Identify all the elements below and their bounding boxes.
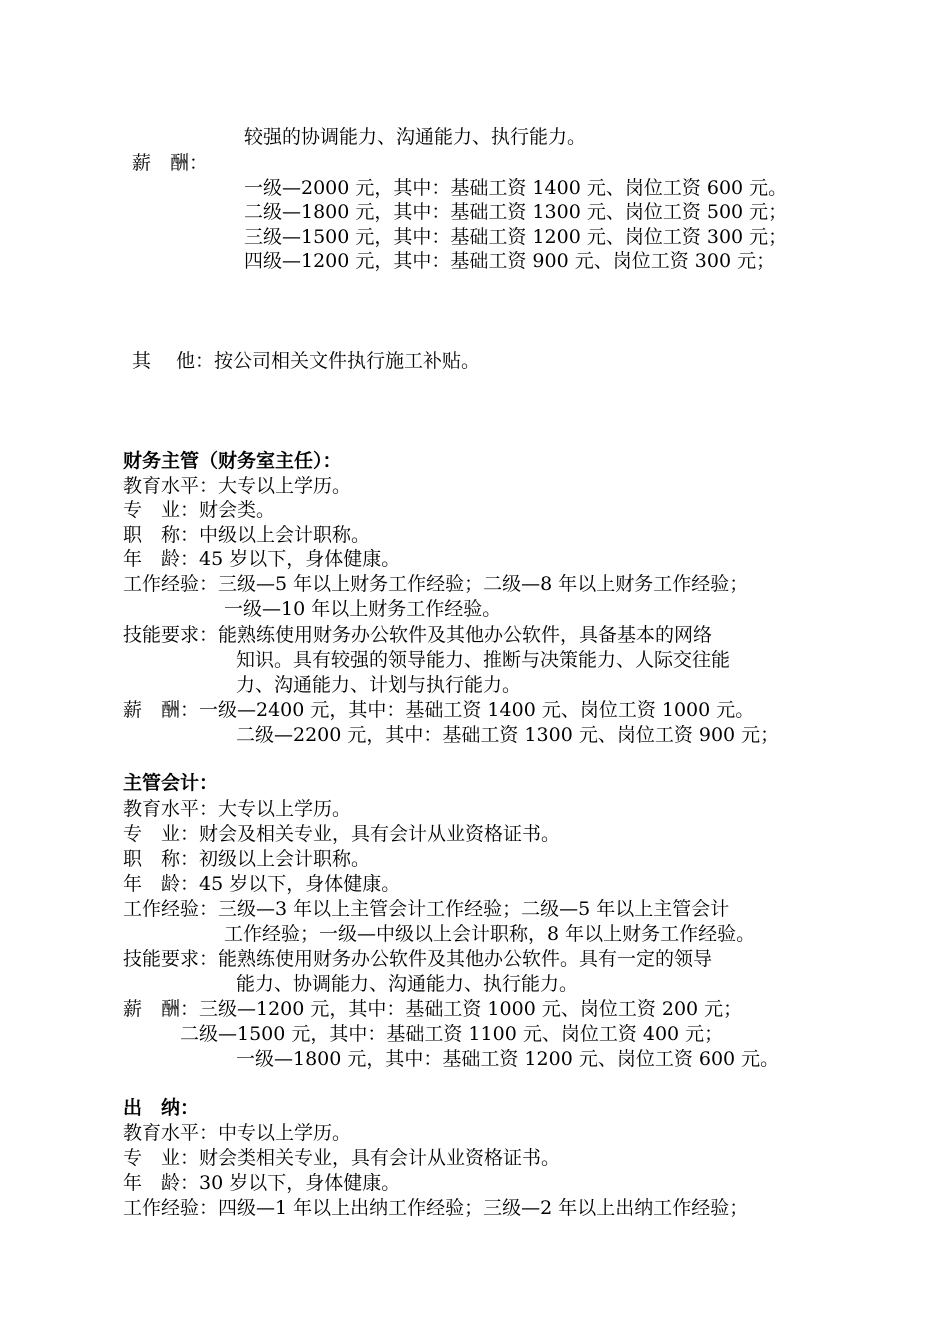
salary-line: 二级—1500 元，其中：基础工资 1100 元、岗位工资 400 元；	[180, 1023, 724, 1045]
age-line: 年 龄：30 岁以下，身体健康。	[123, 1172, 401, 1194]
salary-line: 二级—2200 元，其中：基础工资 1300 元、岗位工资 900 元；	[236, 724, 780, 746]
salary-line: 一级—1800 元，其中：基础工资 1200 元、岗位工资 600 元。	[236, 1048, 780, 1070]
other-note: 其 他：按公司相关文件执行施工补贴。	[132, 350, 481, 372]
age-line: 年 龄：45 岁以下，身体健康。	[123, 548, 401, 570]
experience-line: 工作经验：三级—3 年以上主管会计工作经验；二级—5 年以上主管会计	[123, 898, 730, 920]
section-title-cashier: 出 纳：	[123, 1097, 200, 1119]
education-line: 教育水平：大专以上学历。	[123, 798, 352, 820]
salary-line: 三级—1500 元，其中：基础工资 1200 元、岗位工资 300 元；	[244, 226, 788, 248]
experience-line: 一级—10 年以上财务工作经验。	[224, 598, 502, 620]
education-line: 教育水平：中专以上学历。	[123, 1122, 352, 1144]
major-line: 专 业：财会及相关专业，具有会计从业资格证书。	[123, 823, 561, 845]
section-title-chief-accountant: 主管会计：	[123, 772, 219, 794]
age-line: 年 龄：45 岁以下，身体健康。	[123, 873, 401, 895]
title-rank-line: 职 称：初级以上会计职称。	[123, 848, 371, 870]
experience-line: 工作经验：三级—5 年以上财务工作经验；二级—8 年以上财务工作经验；	[123, 573, 749, 595]
salary-line: 四级—1200 元，其中：基础工资 900 元、岗位工资 300 元；	[244, 250, 776, 272]
skills-line: 能力、协调能力、沟通能力、执行能力。	[236, 973, 579, 995]
requirement-continuation: 较强的协调能力、沟通能力、执行能力。	[244, 126, 587, 148]
skills-line: 技能要求：能熟练使用财务办公软件及其他办公软件，具备基本的网络	[123, 624, 713, 646]
experience-line: 工作经验；一级—中级以上会计职称，8 年以上财务工作经验。	[224, 923, 756, 945]
skills-line: 技能要求：能熟练使用财务办公软件及其他办公软件。具有一定的领导	[123, 948, 713, 970]
major-line: 专 业：财会类。	[123, 499, 276, 521]
major-line: 专 业：财会类相关专业，具有会计从业资格证书。	[123, 1147, 561, 1169]
salary-line: 一级—2000 元，其中：基础工资 1400 元、岗位工资 600 元。	[244, 177, 788, 199]
title-rank-line: 职 称：中级以上会计职称。	[123, 524, 371, 546]
section-title-finance-supervisor: 财务主管（财务室主任）：	[123, 450, 342, 472]
education-line: 教育水平：大专以上学历。	[123, 475, 352, 497]
salary-line: 二级—1800 元，其中：基础工资 1300 元、岗位工资 500 元；	[244, 201, 788, 223]
skills-line: 知识。具有较强的领导能力、推断与决策能力、人际交往能	[236, 649, 731, 671]
salary-line: 薪 酬：三级—1200 元，其中：基础工资 1000 元、岗位工资 200 元；	[123, 998, 743, 1020]
salary-label: 薪 酬：	[132, 152, 209, 174]
salary-line: 薪 酬：一级—2400 元，其中：基础工资 1400 元、岗位工资 1000 元。	[123, 699, 755, 721]
experience-line: 工作经验：四级—1 年以上出纳工作经验；三级—2 年以上出纳工作经验；	[123, 1197, 749, 1219]
skills-line: 力、沟通能力、计划与执行能力。	[236, 674, 522, 696]
